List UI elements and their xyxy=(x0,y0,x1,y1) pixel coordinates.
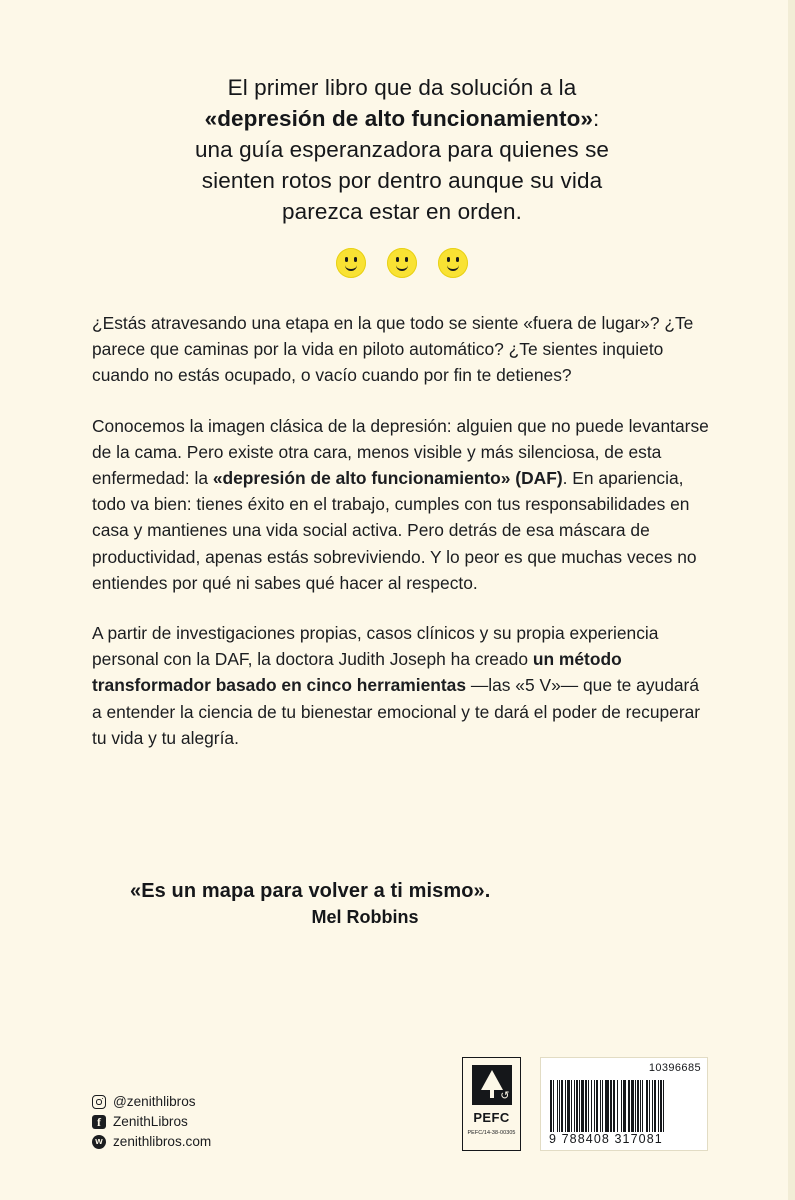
pefc-tree-icon xyxy=(472,1065,512,1105)
paragraph-3-part-2: —las «5 V»— que te ayudará a entender la ciencia de tu bienestar emocional y te dará el poder de recuperar tu vida y tu alegría. xyxy=(92,675,701,748)
social-row-instagram[interactable] xyxy=(92,1092,211,1112)
page-edge-strip xyxy=(788,0,795,1200)
headline-block xyxy=(92,72,712,227)
barcode-isbn: 9 788408 317081 xyxy=(549,1132,663,1146)
headline-line-2-strong: «depresión de alto funcionamiento» xyxy=(204,106,594,131)
tree-crown xyxy=(481,1070,503,1090)
headline-line-4: sienten rotos por dentro aunque su vida xyxy=(201,168,603,193)
pefc-label: PEFC xyxy=(473,1110,510,1125)
publisher-social-block xyxy=(92,1092,211,1152)
pefc-code: PEFC/14-38-00305 xyxy=(467,1130,516,1136)
endorsement-quote-block xyxy=(130,878,690,928)
instagram-handle: @zenithlibros xyxy=(113,1094,196,1109)
body-copy xyxy=(92,310,712,775)
recycle-arrow-icon: ↺ xyxy=(500,1090,510,1102)
paragraph-1: ¿Estás atravesando una etapa en la que todo se siente «fuera de lugar»? ¿Te parece que caminas por la vida en piloto automático? ¿Te sientes inquieto cuando no estás ocupado, o vacío cuando por fin te detienes? xyxy=(92,313,694,386)
tree-trunk xyxy=(490,1089,494,1098)
smiley-mouth xyxy=(447,262,459,271)
paragraph-2-bold: «depresión de alto funcionamiento» (DAF) xyxy=(212,468,563,489)
paragraph-2-part-1: Conocemos la imagen clásica de la depresión: alguien que no puede levantarse de la cama. Pero existe otra cara, menos visible y más silenciosa, de esta enfermedad: la xyxy=(92,415,709,489)
paragraph-3 xyxy=(92,620,712,751)
headline-line-1: El primer libro que da solución a la xyxy=(227,75,577,100)
headline-line-5: parezca estar en orden. xyxy=(282,199,522,224)
paragraph-2 xyxy=(92,413,712,596)
paragraph-3-bold: un método transformador basado en cinco herramientas xyxy=(92,649,622,696)
smiley-face-icon xyxy=(438,248,468,278)
facebook-icon: f xyxy=(92,1115,106,1129)
smiley-face-icon xyxy=(336,248,366,278)
facebook-handle: ZenithLibros xyxy=(113,1114,188,1129)
barcode-bars xyxy=(550,1080,700,1132)
pefc-certification-logo xyxy=(462,1057,521,1151)
paragraph-3-part-1: A partir de investigaciones propias, casos clínicos y su propia experiencia personal con la DAF, la doctora Judith Joseph ha creado xyxy=(92,623,659,670)
barcode-block xyxy=(540,1057,708,1151)
social-row-facebook[interactable] xyxy=(92,1112,211,1132)
quote-author: Mel Robbins xyxy=(311,907,419,927)
paragraph-2-part-2: . En apariencia, todo va bien: tienes éxito en el trabajo, cumples con tus responsabilidades en casa y mantienes una vida social activa. Pero detrás de esa máscara de productividad, apenas estás sobreviviendo. Y lo peor es que muchas veces no entiendes por qué ni sabes qué hacer al respecto. xyxy=(92,468,697,593)
smiley-decoration-row xyxy=(92,248,712,278)
smiley-mouth xyxy=(396,262,408,271)
website-icon: w xyxy=(92,1135,106,1149)
website-url: zenithlibros.com xyxy=(113,1134,212,1149)
smiley-mouth xyxy=(345,262,357,271)
headline-line-2-tail: : xyxy=(593,106,600,131)
headline-line-3: una guía esperanzadora para quienes se xyxy=(194,137,610,162)
quote-text: «Es un mapa para volver a ti mismo». xyxy=(130,880,491,902)
social-row-website[interactable] xyxy=(92,1132,211,1152)
smiley-face-icon xyxy=(387,248,417,278)
instagram-icon xyxy=(92,1095,106,1109)
barcode-top-number: 10396685 xyxy=(648,1062,701,1074)
